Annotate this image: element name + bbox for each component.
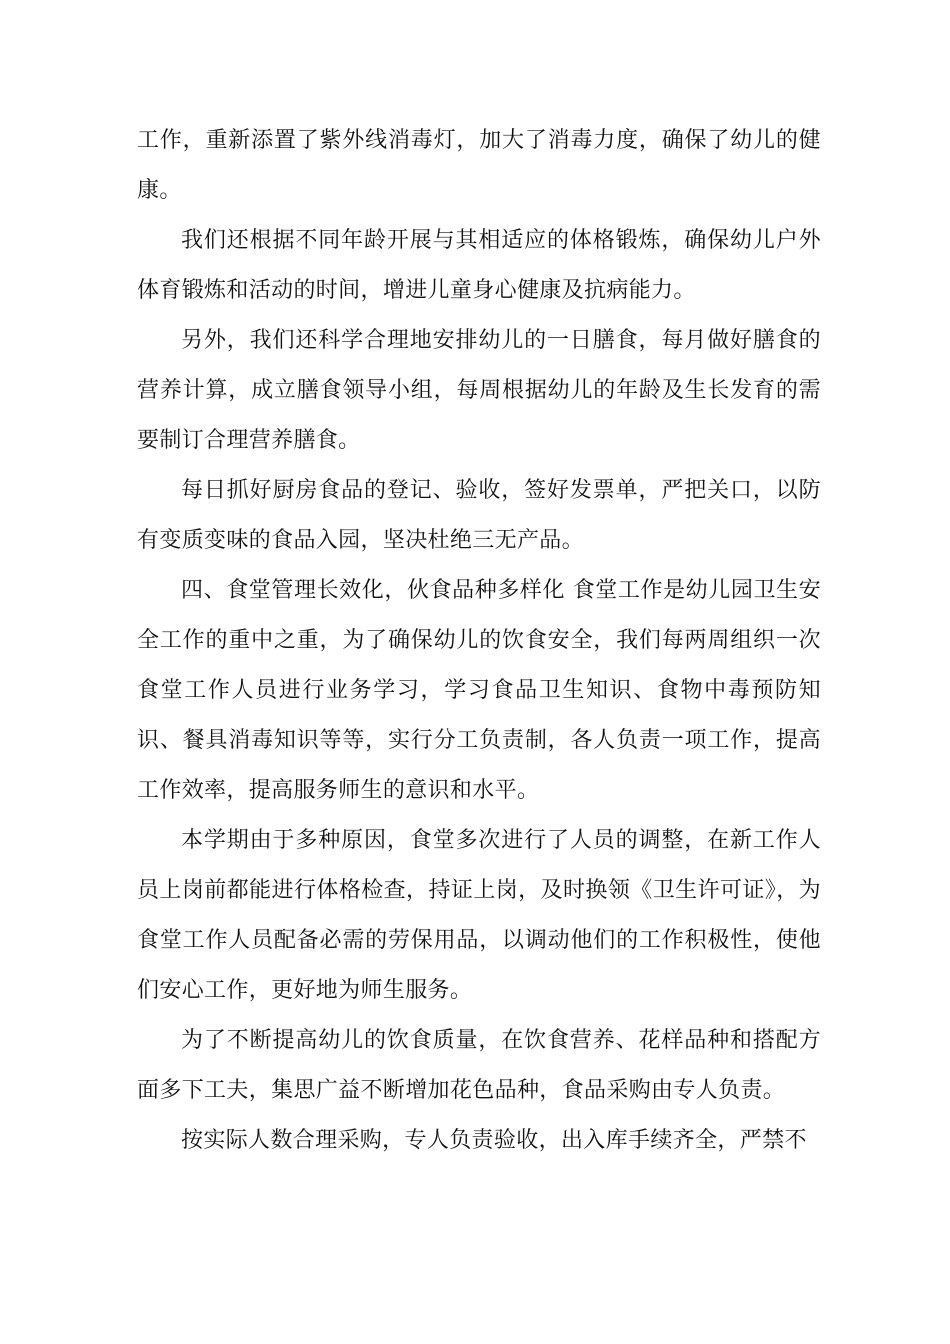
paragraph-4: 每日抓好厨房食品的登记、验收，签好发票单，严把关口，以防有变质变味的食品入园，坚决杜绝三无产品。 <box>137 478 821 553</box>
paragraph-1: 工作，重新添置了紫外线消毒灯，加大了消毒力度，确保了幼儿的健康。 <box>137 128 821 203</box>
paragraph-6: 本学期由于多种原因，食堂多次进行了人员的调整，在新工作人员上岗前都能进行体格检查，持证上岗，及时换领《卫生许可证》，为食堂工作人员配备必需的劳保用品，以调动他们的工作积极性，使他们安心工作，更好地为师生服务。 <box>137 828 821 1003</box>
paragraph-8: 按实际人数合理采购，专人负责验收，出入库手续齐全，严禁不 <box>181 1128 807 1153</box>
paragraph-2: 我们还根据不同年龄开展与其相适应的体格锻炼，确保幼儿户外体育锻炼和活动的时间，增进儿童身心健康及抗病能力。 <box>137 228 821 303</box>
paragraph-3: 另外，我们还科学合理地安排幼儿的一日膳食，每月做好膳食的营养计算，成立膳食领导小组，每周根据幼儿的年龄及生长发育的需要制订合理营养膳食。 <box>137 328 821 453</box>
paragraph-5: 四、食堂管理长效化，伙食品种多样化 食堂工作是幼儿园卫生安全工作的重中之重，为了确保幼儿的饮食安全，我们每两周组织一次食堂工作人员进行业务学习，学习食品卫生知识、食物中毒预防知识、餐具消毒知识等等，实行分工负责制，各人负责一项工作，提高工作效率，提高服务师生的意识和水平。 <box>137 578 821 803</box>
document-body <box>137 116 821 1166</box>
paragraph-7: 为了不断提高幼儿的饮食质量，在饮食营养、花样品种和搭配方面多下工夫，集思广益不断增加花色品种，食品采购由专人负责。 <box>137 1028 821 1103</box>
